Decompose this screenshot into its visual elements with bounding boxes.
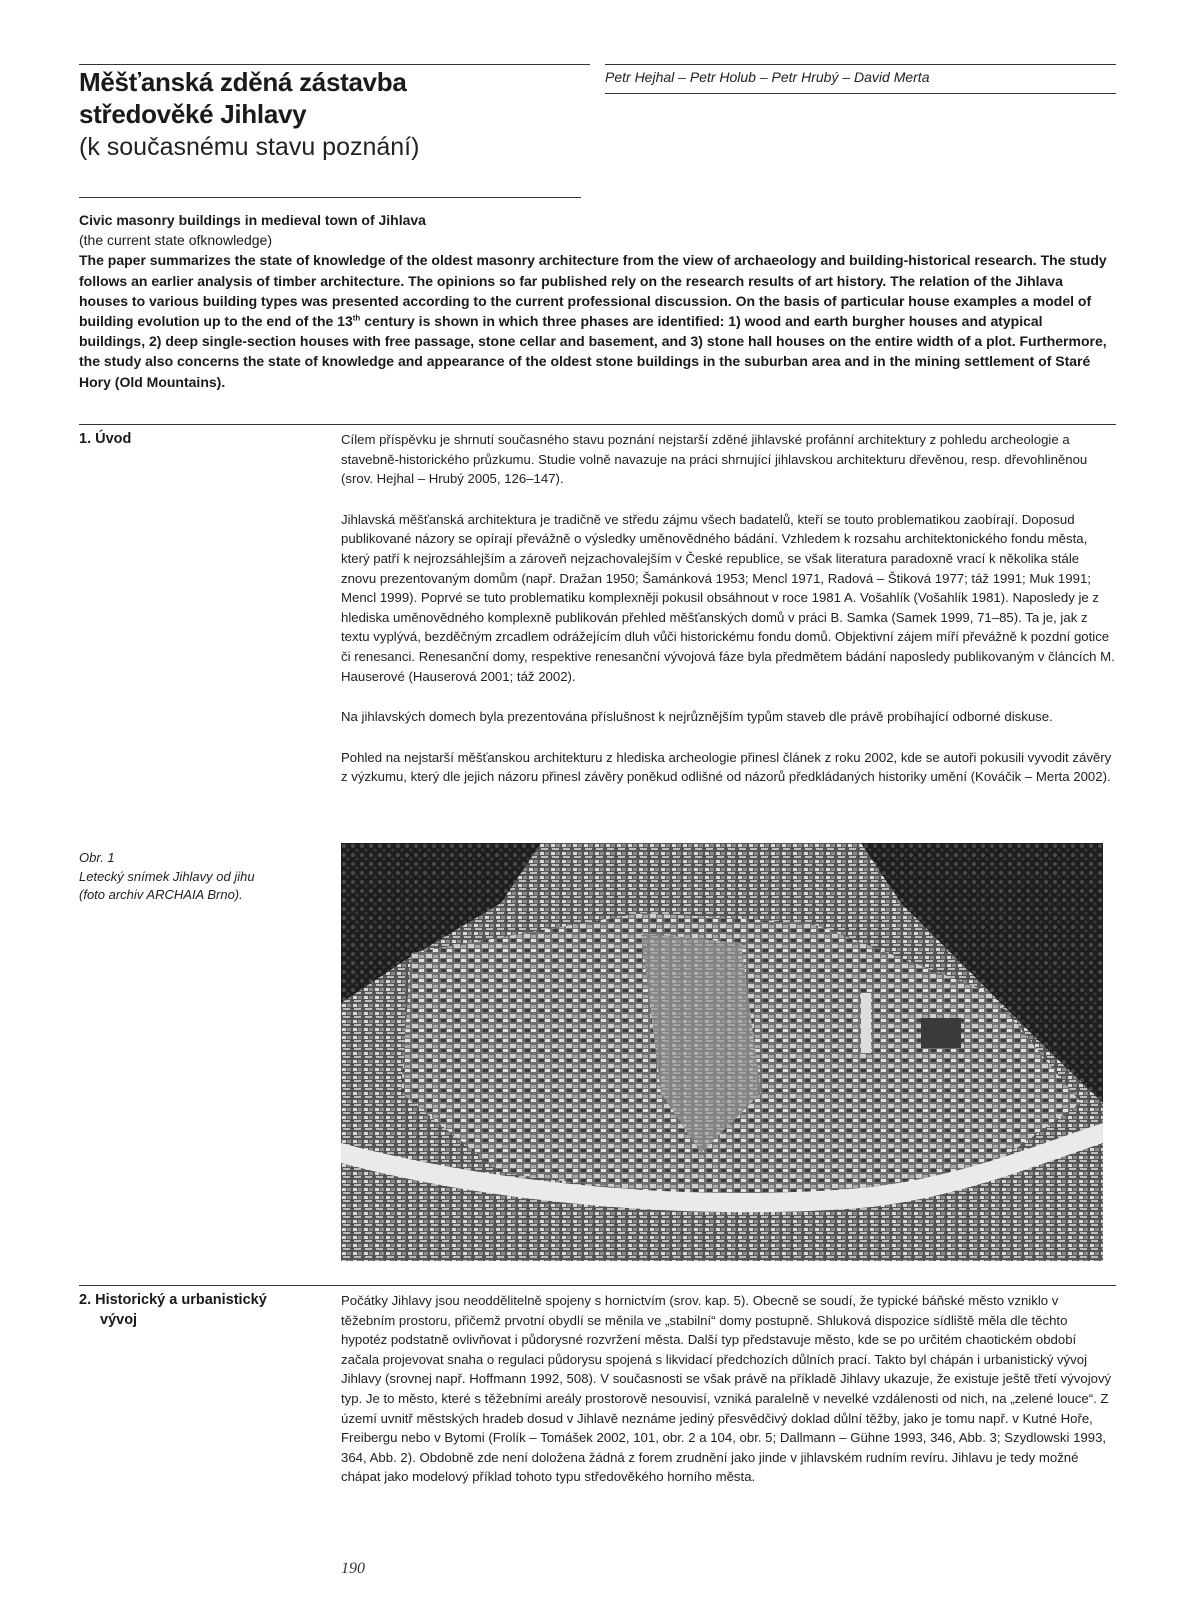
abstract-title: Civic masonry buildings in medieval town of Jihlava [79, 212, 426, 228]
abstract-text [79, 250, 1109, 391]
section-2-body [341, 1291, 1116, 1508]
section-1-paragraph: Cílem příspěvku je shrnutí současného stavu poznání nejstarší zděné jihlavské profánní architektury z pohledu archeologie a stavebně-historického průzkumu. Studie volně navazuje na práci shrnující jihlavskou architekturu dřevěnou, resp. dřevohliněnou (srov. Hejhal – Hrubý 2005, 126–147). [341, 432, 1088, 487]
title-line-1: Měšťanská zděná zástavba [79, 67, 407, 97]
figure-caption [79, 849, 289, 905]
abstract-text-part-1: The paper summarizes the state of knowledge of the oldest masonry architecture from the view of archaeology and building-historical research. The study follows an earlier analysis of timber architecture. The opinions so far published rely on the research results of art history. The relation of the Jihlava houses to various building types was presented according to the current professional discussion. On the basis of particular house examples a model of building evolution up to the end of the 13 [79, 252, 1107, 330]
section-1-paragraph: Na jihlavských domech byla prezentována příslušnost k nejrůznějším typům staveb dle právě probíhající odborné diskuse. [341, 709, 1053, 725]
section-1-rule [79, 424, 1116, 425]
figure-caption-source: (foto archiv ARCHAIA Brno). [79, 887, 243, 902]
authors: Petr Hejhal – Petr Holub – Petr Hrubý – David Merta [605, 69, 930, 85]
section-2-rule [79, 1285, 1116, 1286]
english-abstract [79, 210, 1109, 392]
top-rule-left [79, 64, 590, 65]
abstract-subtitle: (the current state ofknowledge) [79, 232, 272, 249]
title-bottom-rule [79, 197, 581, 198]
section-2-heading-line-2: vývoj [100, 1311, 138, 1328]
top-rule-right [605, 64, 1116, 65]
section-1-body [341, 430, 1116, 808]
section-1-paragraph: Jihlavská měšťanská architektura je tradičně ve středu zájmu všech badatelů, kteří se touto problematikou zaobírají. Doposud publikované názory se opírají převážně o výsledky uměnovědného bádání. Vzhledem k rozsahu architektonického fondu města, který patří k nejrozsáhlejším a zároveň nejzachovalejším v České republice, se však literatura paradoxně vrací k několika stále znovu prezentovaným domům (např. Dražan 1950; Šamánková 1953; Mencl 1971, Radová – Štiková 1977; táž 1991; Muk 1991; Mencl 1999). Poprvé se tuto problematiku komplexněji pokusil obsáhnout v roce 1981 A. Vošahlík (Vošahlík 1981). Naposledy je z hlediska uměnovědného komplexně publikován přehled měšťanských domů v práci B. Samka (Samek 1999, 71–85). Ta je, jak z textu vyplývá, bezděčným zrcadlem odrážejícím dluh vůči historickému fondu domů. Objektivní zájem míří převážně k pozdní gotice či renesanci. Renesanční domy, respektive renesanční vývojová fáze byla předmětem bádání naposledy publikovaným v článcích M. Hauserové (Hauserová 2001; táž 2002). [341, 511, 1115, 684]
page-number: 190 [341, 1560, 365, 1577]
section-1-heading: 1. Úvod [79, 431, 132, 447]
figure-caption-text: Letecký snímek Jihlavy od jihu [79, 868, 255, 884]
section-2-heading [79, 1291, 267, 1330]
abstract-text-part-2: century is shown in which three phases are identified: 1) wood and earth burgher houses and atypical buildings, 2) deep single-section houses with free passage, stone cellar and basement, and 3) stone hall houses on the entire width of a plot. Furthermore, the study also concerns the state of knowledge and appearance of the oldest stone buildings in the suburban area and in the mining settlement of Staré Hory (Old Mountains). [79, 313, 1107, 390]
article-title [79, 66, 539, 164]
title-line-3: (k současnému stavu poznání) [79, 133, 420, 161]
abstract-superscript: th [352, 313, 361, 323]
aerial-photo [341, 843, 1103, 1261]
section-2-heading-line-1: 2. Historický a urbanistický [79, 1292, 267, 1308]
aerial-photo-image [341, 843, 1103, 1261]
authors-underline [605, 93, 1116, 94]
figure-caption-number: Obr. 1 [79, 850, 115, 865]
section-2-paragraph: Počátky Jihlavy jsou neoddělitelně spojeny s hornictvím (srov. kap. 5). Obecně se soudí, že typické báňské město vzniklo v těžebním prostoru, přičemž prvotní obydlí se měnila ve „stabilní“ domy postupně. Shluková dispozice sídliště měla dle těchto hypotéz podstatně ovlivňovat i půdorysné rozvržení města. Další typ představuje město, kde se po určitém chaotickém období začala projevovat snaha o regulaci půdorysu spojená s likvidací předchozích důlních prací. Takto byl chápán i urbanistický vývoj Jihlavy (srovnej např. Hoffmann 1992, 508). V současnosti se však právě na příkladě Jihlavy ukazuje, že existuje ještě třetí vývojový typ. Je to město, které s těžebními areály prostorově nesouvisí, vzniká paralelně v nevelké vzdálenosti od nich, na „zelené louce“. Z území uvnitř městských hradeb dosud v Jihlavě neznáme jediný přesvědčivý doklad důlní těžby, jako je tomu např. v Kutné Hoře, Freibergu nebo v Bytomi (Frolík – Tomášek 2002, 101, obr. 2 a 104, obr. 5; Dallmann – Gühne 1993, 346, Abb. 3; Szydlowski 1993, 364, Abb. 2). Obdobně zde není doložena žádná z forem zrudnění jako jinde v jihlavském rudním revíru. Jihlavu je tedy možné chápat jako modelový příklad tohoto typu středověkého horního města. [341, 1293, 1112, 1485]
title-line-2: středověké Jihlavy [79, 99, 307, 129]
section-1-paragraph: Pohled na nejstarší měšťanskou architekturu z hlediska archeologie přinesl článek z roku 2002, kde se autoři pokusili vyvodit závěry z výzkumu, který dle jejich názoru přinesl závěry poněkud odlišné od názorů předkládaných historiky umění (Kováčik – Merta 2002). [341, 749, 1112, 785]
